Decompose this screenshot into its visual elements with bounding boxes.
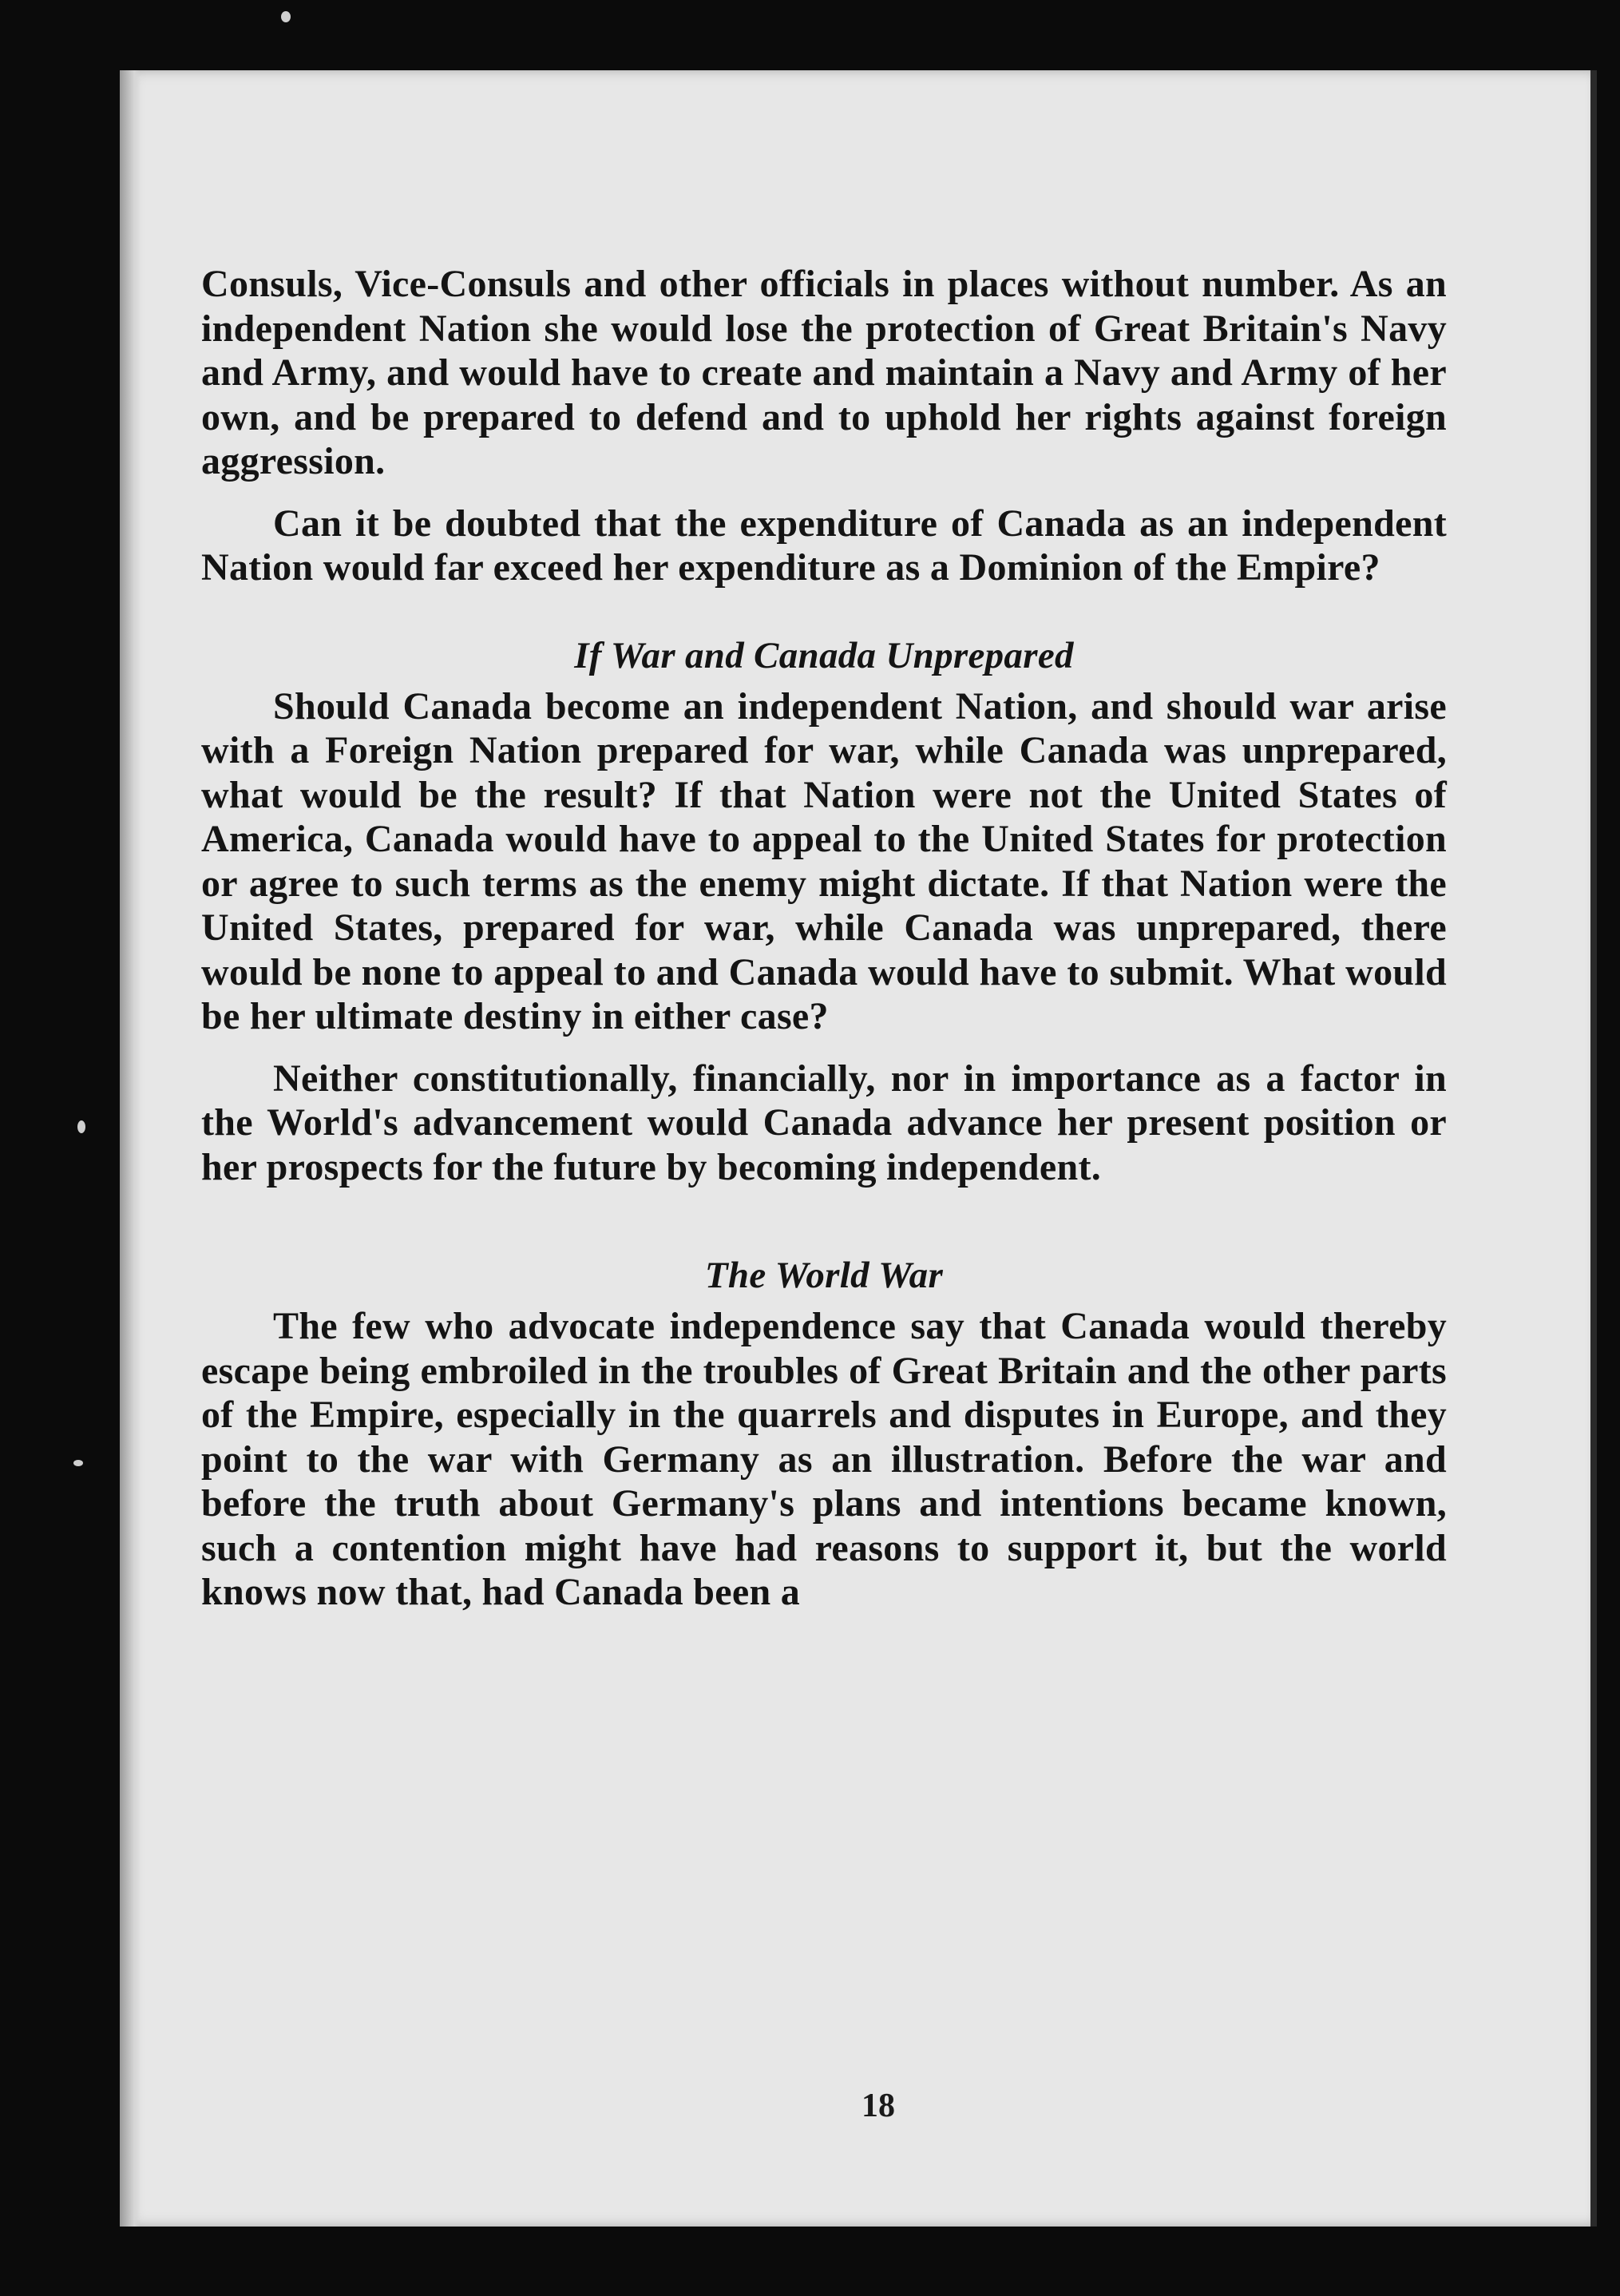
section-heading-world-war: The World War: [704, 1255, 944, 1296]
body-text: [201, 262, 1447, 1632]
scan-speck: [281, 11, 291, 22]
page-number: 18: [861, 2088, 895, 2124]
section-heading-war-unprepared: If War and Canada Unprepared: [574, 634, 1074, 676]
paragraph-neither: Neither constitutionally, financially, nor in importance as a factor in the World's advancement would Canada advance her present position or her prospects for the future by becoming independent.: [201, 1057, 1447, 1188]
scan-speck: [77, 1120, 85, 1133]
paragraph-the-few: The few who advocate independence say that Canada would thereby escape being embroiled in the troubles of Great Britain and the other parts of the Empire, especially in the quarrels and disputes in Europe, and they point to the war with Germany as an illustration. Before the war and before the truth about Germany's plans and intentions became known, such a contention might have had reasons to support it, but the world knows now that, had Canada been a: [201, 1305, 1447, 1613]
paragraph-consuls: Consuls, Vice-Consuls and other officials in places without number. As an independent Nation she would lose the protection of Great Britain's Navy and Army, and would have to create and maintain a Navy and Army of her own, and be prepared to defend and to uphold her rights against foreign aggression.: [201, 263, 1447, 482]
binding-shadow: [120, 70, 141, 2227]
paragraph-expenditure: Can it be doubted that the expenditure of Canada as an independent Nation would far exceed her expenditure as a Dominion of the Empire?: [201, 502, 1447, 589]
scan-speck: [73, 1460, 83, 1466]
paragraph-should-canada: Should Canada become an independent Nation, and should war arise with a Foreign Nation prepared for war, while Canada was unprepared, what would be the result? If that Nation were not the United States of America, Canada would have to appeal to the United States for protection or agree to such terms as the enemy might dictate. If that Nation were the United States, prepared for war, while Canada was unprepared, there would be none to appeal to and Canada would have to submit. What would be her ultimate destiny in either case?: [201, 684, 1447, 1037]
page-right-edge: [1590, 70, 1597, 2227]
